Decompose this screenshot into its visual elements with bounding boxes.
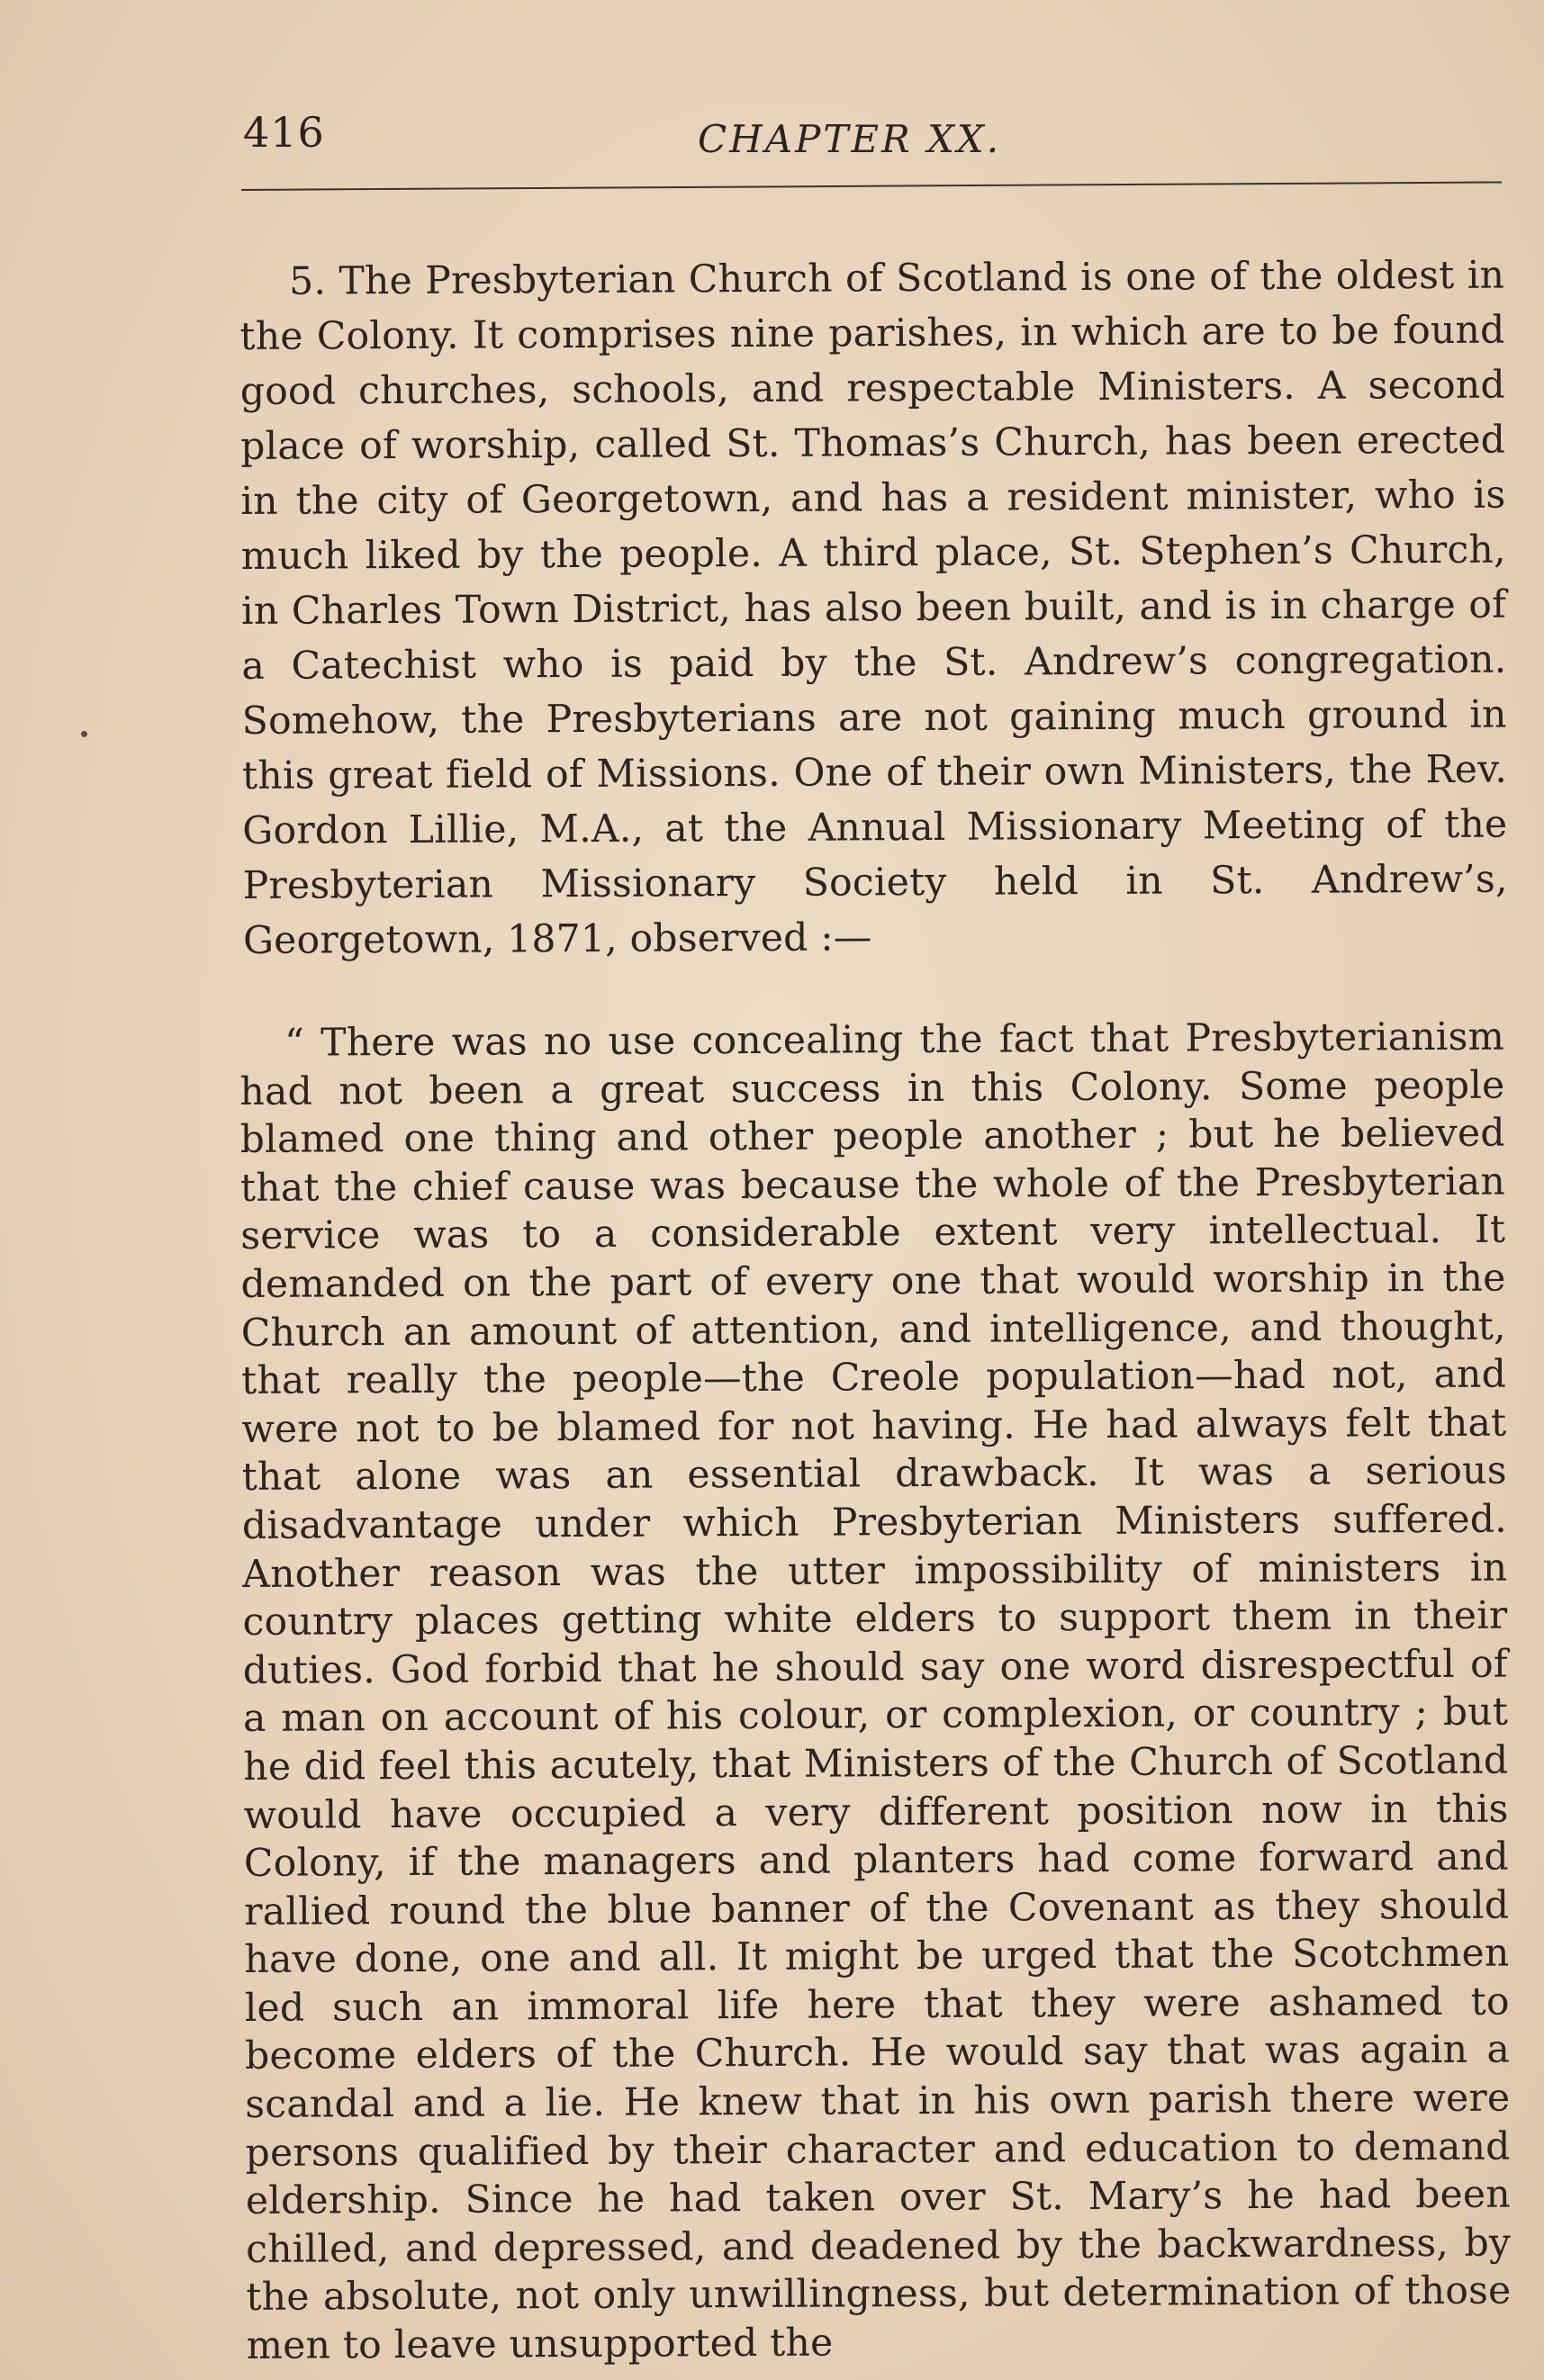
paper-speck [81, 731, 87, 737]
header-rule [241, 181, 1502, 191]
chapter-heading: CHAPTER XX. [698, 117, 1002, 161]
page-number: 416 [243, 108, 325, 157]
paragraph-presbyterian-church: 5. The Presbyterian Church of Scotland is one of the oldest in the Colony. It comprises nine parishes, in which are to be found good churches, schools, and respectable Ministers. A second place of worship, called St. Thomas’s Church, has been erected in the city of Georgetown, and has a resident minister, who is much liked by the people. A third place, St. Stephen’s Church, in Charles Town District, has also been built, and is in charge of a Catechist who is paid by the St. Andrew’s congregation. Somehow, the Presbyterians are not gaining much ground in this great field of Missions. One of their own Ministers, the Rev. Gordon Lillie, M.A., at the Annual Missionary Meeting of the Presbyterian Missionary Society held in St. Andrew’s, Georgetown, 1871, observed :— [239, 253, 1508, 963]
page-header [243, 108, 1503, 180]
quoted-paragraph-lillie: “ There was no use concealing the fact that Presbyterianism had not been a great success in this Colony. Some people blamed one thing and other people another ; but he believed that the chief cause was because the whole of the Presbyterian service was to a considerable extent very intellectual. It demanded on the part of every one that would worship in the Church an amount of attention, and intelligence, and thought, that really the people—the Creole population—had not, and were not to be blamed for not having. He had always felt that that alone was an essential drawback. It was a serious disadvantage under which Presbyterian Ministers suffered. Another reason was the utter impossibility of ministers in country places getting white elders to support them in their duties. God forbid that he should say one word disrespectful of a man on account of his colour, or complexion, or country ; but he did feel this acutely, that Ministers of the Church of Scotland would have occupied a very different position now in this Colony, if the managers and planters had come forward and rallied round the blue banner of the Covenant as they should have done, one and all. It might be urged that the Scotchmen led such an immoral life here that they were ashamed to become elders of the Church. He would say that was again a scandal and a lie. He knew that in his own parish there were persons qualified by their character and education to demand eldership. Since he had taken over St. Mary’s he had been chilled, and depressed, and deadened by the backwardness, by the absolute, not only unwillingness, but determination of those men to leave unsupported the [239, 1014, 1512, 2368]
